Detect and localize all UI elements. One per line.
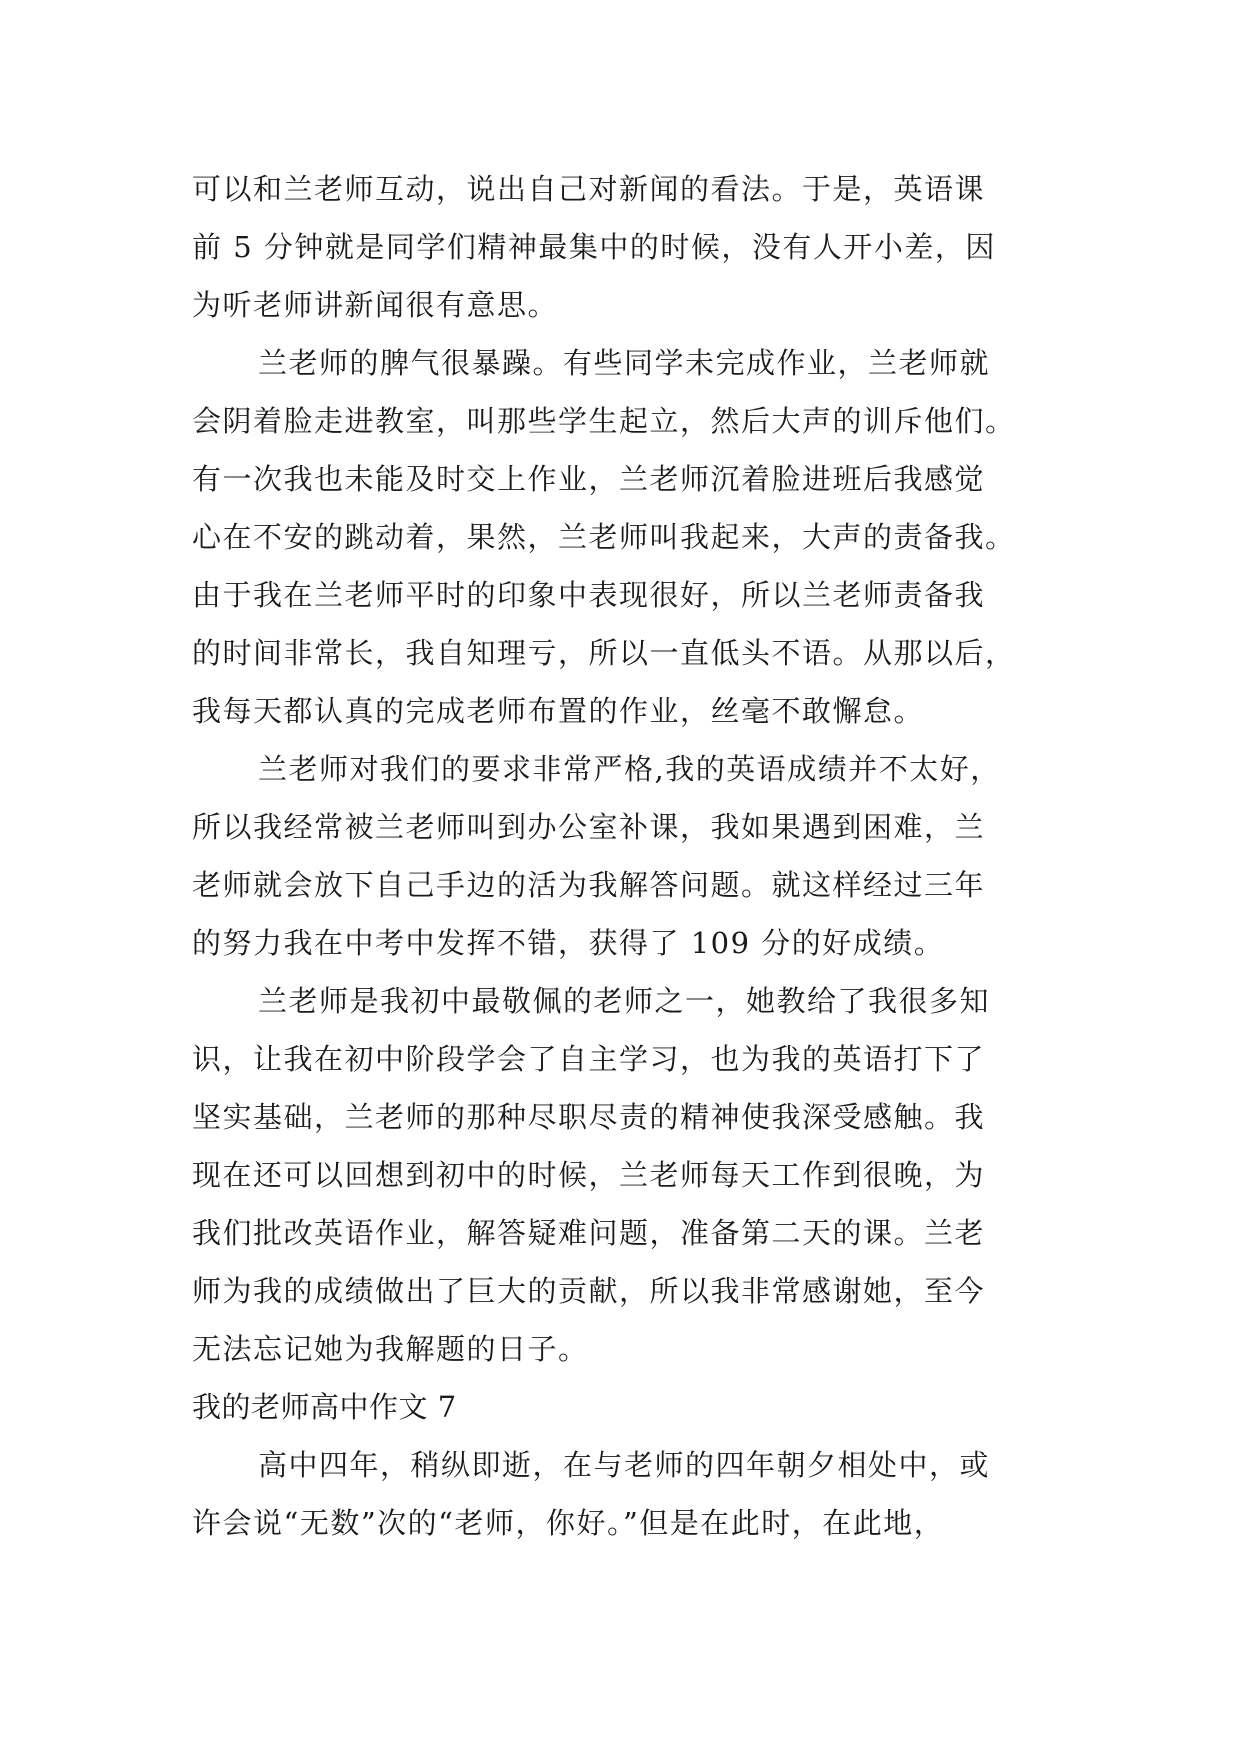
text-line: 的努力我在中考中发挥不错，获得了 109 分的好成绩。 bbox=[192, 926, 945, 960]
text-line: 老师就会放下自己手边的活为我解答问题。就这样经过三年 bbox=[192, 868, 986, 902]
paragraph-start-line: 兰老师的脾气很暴躁。有些同学未完成作业，兰老师就 bbox=[258, 346, 991, 380]
text-line: 由于我在兰老师平时的印象中表现很好，所以兰老师责备我 bbox=[192, 578, 986, 612]
text-line: 无法忘记她为我解题的日子。 bbox=[192, 1332, 589, 1366]
text-line: 有一次我也未能及时交上作业，兰老师沉着脸进班后我感觉 bbox=[192, 462, 986, 496]
text-line: 的时间非常长，我自知理亏，所以一直低头不语。从那以后， bbox=[192, 636, 1016, 670]
text-line: 前 5 分钟就是同学们精神最集中的时候，没有人开小差，因 bbox=[192, 230, 996, 264]
text-line: 可以和兰老师互动，说出自己对新闻的看法。于是，英语课 bbox=[192, 172, 986, 206]
paragraph-start-line: 兰老师对我们的要求非常严格,我的英语成绩并不太好， bbox=[258, 752, 1001, 786]
text-line: 坚实基础，兰老师的那种尽职尽责的精神使我深受感触。我 bbox=[192, 1100, 986, 1134]
text-line: 所以我经常被兰老师叫到办公室补课，我如果遇到困难，兰 bbox=[192, 810, 986, 844]
text-line: 现在还可以回想到初中的时候，兰老师每天工作到很晚，为 bbox=[192, 1158, 986, 1192]
essay-body bbox=[192, 160, 1062, 1552]
section-heading: 我的老师高中作文 7 bbox=[192, 1390, 457, 1424]
paragraph-start-line: 高中四年，稍纵即逝，在与老师的四年朝夕相处中，或 bbox=[258, 1448, 991, 1482]
text-line: 许会说“无数”次的“老师，你好。”但是在此时，在此地， bbox=[192, 1506, 945, 1540]
text-line: 会阴着脸走进教室，叫那些学生起立，然后大声的训斥他们。 bbox=[192, 404, 1016, 438]
text-line: 师为我的成绩做出了巨大的贡献，所以我非常感谢她，至今 bbox=[192, 1274, 986, 1308]
text-line: 心在不安的跳动着，果然，兰老师叫我起来，大声的责备我。 bbox=[192, 520, 1016, 554]
text-line: 识，让我在初中阶段学会了自主学习，也为我的英语打下了 bbox=[192, 1042, 986, 1076]
text-line: 我每天都认真的完成老师布置的作业，丝毫不敢懈怠。 bbox=[192, 694, 925, 728]
text-line: 我们批改英语作业，解答疑难问题，准备第二天的课。兰老 bbox=[192, 1216, 986, 1250]
paragraph-start-line: 兰老师是我初中最敬佩的老师之一，她教给了我很多知 bbox=[258, 984, 991, 1018]
text-line: 为听老师讲新闻很有意思。 bbox=[192, 288, 559, 322]
